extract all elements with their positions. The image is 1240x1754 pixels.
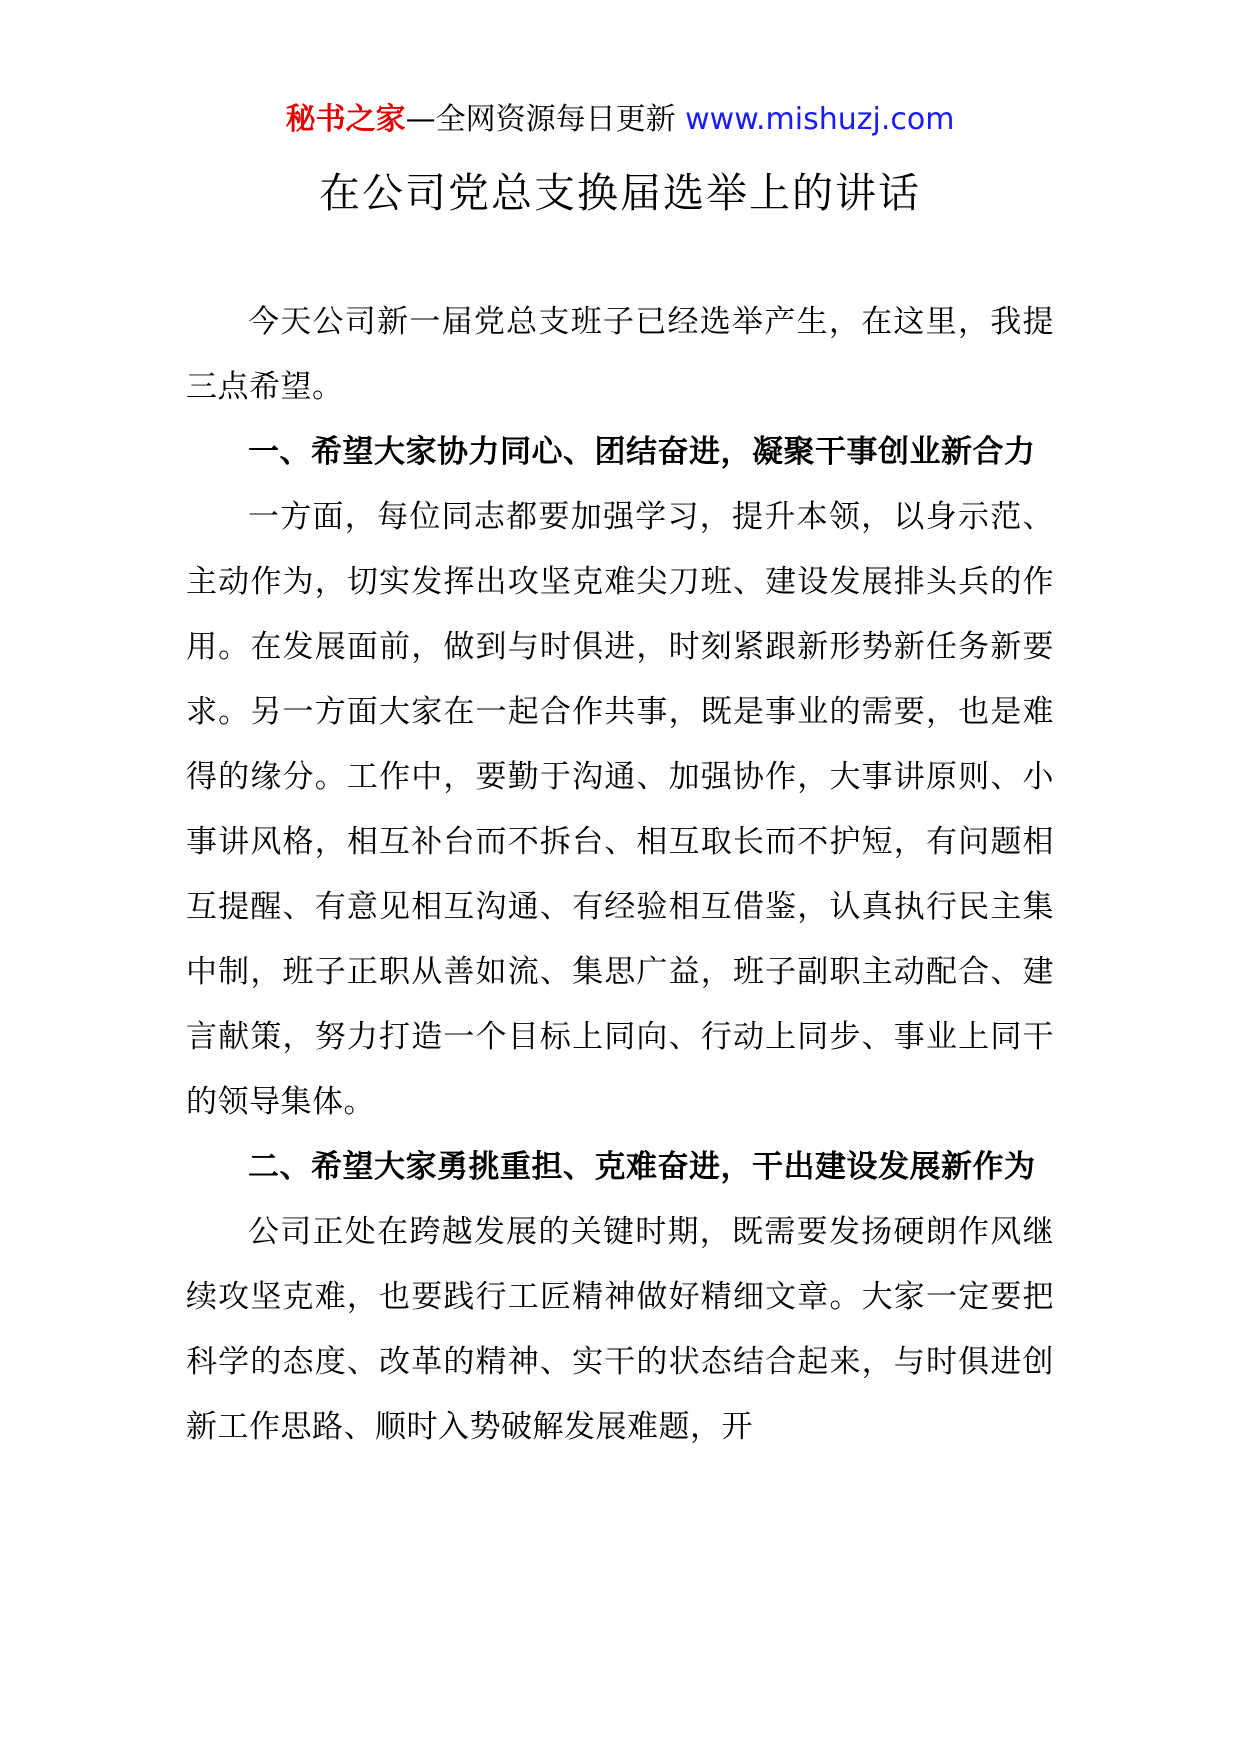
brand-name: 秘书之家 bbox=[285, 102, 406, 137]
section-heading-2: 二、希望大家勇挑重担、克难奋进，干出建设发展新作为 bbox=[248, 1149, 1036, 1185]
intro-paragraph: 今天公司新一届党总支班子已经选举产生，在这里，我提三点希望。 bbox=[186, 304, 1054, 405]
document-title: 在公司党总支换届选举上的讲话 bbox=[319, 169, 921, 217]
site-header bbox=[0, 100, 1240, 140]
site-tagline: —全网资源每日更新 bbox=[405, 102, 686, 137]
document-body bbox=[186, 290, 1054, 1460]
body-paragraph: 公司正处在跨越发展的关键时期，既需要发扬硬朗作风继续攻坚克难，也要践行工匠精神做好精细文章。大家一定要把科学的态度、改革的精神、实干的状态结合起来，与时俱进创新工作思路、顺时入势破解发展难题，开 bbox=[186, 1214, 1054, 1445]
body-paragraph: 一方面，每位同志都要加强学习，提升本领，以身示范、主动作为，切实发挥出攻坚克难尖刀班、建设发展排头兵的作用。在发展面前，做到与时俱进，时刻紧跟新形势新任务新要求。另一方面大家在一起合作共事，既是事业的需要，也是难得的缘分。工作中，要勤于沟通、加强协作，大事讲原则、小事讲风格，相互补台而不拆台、相互取长而不护短，有问题相互提醒、有意见相互沟通、有经验相互借鉴，认真执行民主集中制，班子正职从善如流、集思广益，班子副职主动配合、建言献策，努力打造一个目标上同向、行动上同步、事业上同干的领导集体。 bbox=[186, 499, 1054, 1120]
site-url-link[interactable]: www.mishuzj.com bbox=[685, 102, 955, 137]
section-heading-1: 一、希望大家协力同心、团结奋进，凝聚干事创业新合力 bbox=[248, 434, 1036, 470]
